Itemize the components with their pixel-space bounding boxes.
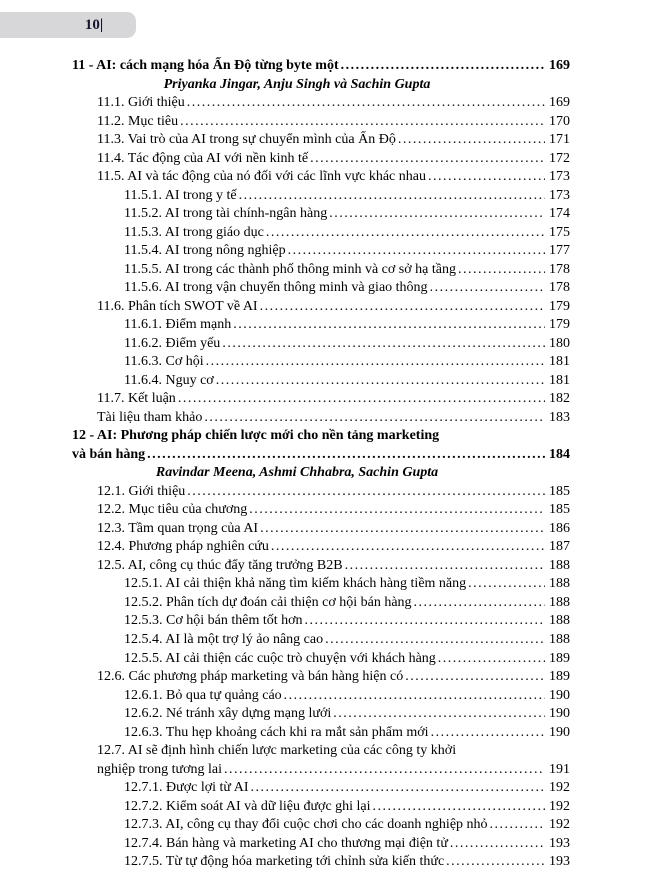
toc-entry-text: 12.5. AI, công cụ thúc đẩy tăng trưởng B2B <box>97 557 343 573</box>
toc-entry-page: 170 <box>549 113 570 129</box>
toc-entry <box>72 575 570 594</box>
dot-leader <box>405 668 545 687</box>
toc-entry-text: 12.7.4. Bán hàng và marketing AI cho thương mại điện tử <box>124 835 448 851</box>
toc-entry-text: 12.6.3. Thu hẹp khoảng cách khi ra mắt sản phẩm mới <box>124 724 429 740</box>
toc-entry <box>72 798 570 817</box>
toc-entry-text: 11 - AI: cách mạng hóa Ấn Độ từng byte một <box>72 58 339 73</box>
dot-leader <box>398 131 545 150</box>
toc-entry-page: 192 <box>549 798 570 814</box>
toc-entry <box>72 538 570 557</box>
dot-leader <box>431 724 545 743</box>
toc-entry-text: 11.5.4. AI trong nông nghiệp <box>124 243 286 259</box>
toc-entry-page: 190 <box>549 706 570 722</box>
toc-entry <box>72 390 570 409</box>
toc-entry-page: 193 <box>549 835 570 851</box>
toc-entry-text: 11.3. Vai trò của AI trong sự chuyển mình của Ấn Độ <box>97 132 396 148</box>
dot-leader <box>216 372 545 391</box>
toc-entry-text: và bán hàng <box>72 446 146 462</box>
toc-entry <box>72 113 570 132</box>
toc-entry-text: 12.6.1. Bỏ qua tự quảng cáo <box>124 687 282 703</box>
toc-entry <box>72 242 570 261</box>
toc-entry <box>72 687 570 706</box>
toc-entry-page: 192 <box>549 780 570 796</box>
toc-entry-text: 11.5.3. AI trong giáo dục <box>124 224 264 240</box>
toc-entry-page: 191 <box>549 761 570 777</box>
dot-leader <box>288 242 545 261</box>
dot-leader <box>341 57 545 76</box>
toc-entry-page: 173 <box>549 187 570 203</box>
dot-leader <box>239 187 545 206</box>
toc-entry-text: 11.6.1. Điểm mạnh <box>124 317 232 333</box>
toc-entry-text: 11.6.4. Nguy cơ <box>124 372 214 388</box>
page-header-bar <box>0 12 136 38</box>
dot-leader <box>310 150 545 169</box>
toc-entry <box>72 316 570 335</box>
dot-leader <box>187 483 545 502</box>
toc-entry <box>72 57 570 76</box>
toc-entry-page: 192 <box>549 817 570 833</box>
toc-entry-text: 11.5. AI và tác động của nó đối với các lĩnh vực khác nhau <box>97 169 426 185</box>
toc-entry-page: 171 <box>549 132 570 148</box>
dot-leader <box>147 446 545 465</box>
toc-entry <box>72 205 570 224</box>
toc-entry-text: 12.2. Mục tiêu của chương <box>97 502 248 518</box>
toc-entry <box>72 631 570 650</box>
toc-entry <box>72 705 570 724</box>
toc-entry <box>72 76 570 95</box>
toc-entry-text: 12.5.5. AI cải thiện các cuộc trò chuyện với khách hàng <box>124 650 436 666</box>
toc-entry-text: 12.1. Giới thiệu <box>97 483 186 499</box>
toc-entry <box>72 853 570 872</box>
toc-entry <box>72 761 570 780</box>
toc-entry <box>72 446 570 465</box>
toc-entry-text: 11.5.2. AI trong tài chính-ngân hàng <box>124 206 328 222</box>
dot-leader <box>204 409 545 428</box>
dot-leader <box>266 224 545 243</box>
dot-leader <box>333 705 545 724</box>
toc-entry-text: 12 - AI: Phương pháp chiến lược mới cho nền tảng marketing <box>72 428 440 444</box>
toc-entry-page: 183 <box>549 409 570 425</box>
toc-entry-page: 185 <box>549 502 570 518</box>
dot-leader <box>250 779 545 798</box>
toc-entry <box>72 816 570 835</box>
toc-entry-text: 12.7.1. Được lợi từ AI <box>124 780 249 796</box>
dot-leader <box>490 816 545 835</box>
dot-leader <box>329 205 545 224</box>
dot-leader <box>249 501 545 520</box>
toc-entry-text: 11.4. Tác động của AI với nền kinh tế <box>97 150 309 166</box>
toc-entry <box>72 594 570 613</box>
toc-entry-text: 12.5.1. AI cải thiện khả năng tìm kiếm khách hàng tiềm năng <box>124 576 467 592</box>
toc-entry-page: 182 <box>549 391 570 407</box>
toc-entry <box>72 150 570 169</box>
toc-entry-text: 12.7. AI sẽ định hình chiến lược marketing của các công ty khởi <box>97 743 457 759</box>
dot-leader <box>260 520 545 539</box>
toc-entry-text: nghiệp trong tương lai <box>97 761 223 777</box>
toc-entry-text: 12.3. Tầm quan trọng của AI <box>97 520 259 536</box>
dot-leader <box>345 557 545 576</box>
toc-entry-page: 180 <box>549 335 570 351</box>
toc-entry <box>72 724 570 743</box>
toc-entry <box>72 409 570 428</box>
dot-leader <box>180 113 545 132</box>
toc-entry <box>72 187 570 206</box>
toc-entry-page: 185 <box>549 483 570 499</box>
toc-entry-text: 11.5.1. AI trong y tế <box>124 187 237 203</box>
toc-entry <box>72 483 570 502</box>
toc-entry-page: 175 <box>549 224 570 240</box>
dot-leader <box>458 261 545 280</box>
dot-leader <box>178 390 545 409</box>
toc-entry-page: 181 <box>549 354 570 370</box>
toc-entry-text: 11.7. Kết luận <box>97 391 176 407</box>
toc-entry-text: 12.5.3. Cơ hội bán thêm tốt hơn <box>124 613 303 629</box>
toc-entry <box>72 298 570 317</box>
toc-entry <box>72 668 570 687</box>
toc-entry-page: 188 <box>549 576 570 592</box>
toc-entry <box>72 612 570 631</box>
dot-leader <box>233 316 545 335</box>
toc-entry-page: 174 <box>549 206 570 222</box>
dot-leader <box>260 298 545 317</box>
toc-entry-page: 189 <box>549 669 570 685</box>
toc-entry-text: 11.1. Giới thiệu <box>97 95 185 111</box>
table-of-contents <box>72 57 570 872</box>
dot-leader <box>271 538 545 557</box>
toc-entry-text: 12.4. Phương pháp nghiên cứu <box>97 539 269 555</box>
toc-entry-page: 188 <box>549 613 570 629</box>
toc-entry-text: 11.6.2. Điểm yếu <box>124 335 221 351</box>
toc-entry-page: 190 <box>549 724 570 740</box>
toc-entry-text: 11.6.3. Cơ hội <box>124 354 204 370</box>
dot-leader <box>414 594 545 613</box>
dot-leader <box>468 575 545 594</box>
toc-entry <box>72 261 570 280</box>
dot-leader <box>284 687 545 706</box>
dot-leader <box>428 168 545 187</box>
dot-leader <box>450 835 545 854</box>
toc-entry-text: 12.7.3. AI, công cụ thay đổi cuộc chơi cho các doanh nghiệp nhỏ <box>124 817 488 833</box>
toc-entry <box>72 427 570 446</box>
toc-entry-page: 186 <box>549 520 570 536</box>
toc-entry-page: 169 <box>549 58 570 73</box>
toc-entry-text: Ravindar Meena, Ashmi Chhabra, Sachin Gupta <box>155 465 439 481</box>
toc-entry-text: 11.5.6. AI trong vận chuyển thông minh và giao thông <box>124 280 428 296</box>
dot-leader <box>430 279 545 298</box>
toc-entry-page: 173 <box>549 169 570 185</box>
toc-entry-page: 181 <box>549 372 570 388</box>
toc-entry-page: 187 <box>549 539 570 555</box>
toc-entry-text: 12.5.4. AI là một trợ lý ảo nâng cao <box>124 631 324 647</box>
toc-entry-text: 12.7.5. Từ tự động hóa marketing tới chỉnh sửa kiến thức <box>124 854 445 870</box>
toc-entry <box>72 131 570 150</box>
toc-entry-page: 177 <box>549 243 570 259</box>
toc-entry <box>72 335 570 354</box>
toc-entry-text: 11.5.5. AI trong các thành phố thông minh và cơ sở hạ tầng <box>124 261 456 277</box>
toc-entry <box>72 94 570 113</box>
toc-entry <box>72 372 570 391</box>
toc-entry <box>72 464 570 483</box>
toc-entry <box>72 520 570 539</box>
toc-entry-page: 184 <box>549 446 570 462</box>
page-number-label: 10| <box>84 16 104 33</box>
toc-entry-page: 193 <box>549 854 570 870</box>
toc-entry-page: 172 <box>549 150 570 166</box>
dot-leader <box>373 798 545 817</box>
toc-entry-page: 190 <box>549 687 570 703</box>
dot-leader <box>224 761 545 780</box>
toc-entry-page: 179 <box>549 298 570 314</box>
dot-leader <box>222 335 545 354</box>
toc-entry-text: 11.2. Mục tiêu <box>97 113 179 129</box>
toc-entry-page: 179 <box>549 317 570 333</box>
toc-entry <box>72 835 570 854</box>
toc-entry-text: Tài liệu tham khảo <box>97 409 203 425</box>
toc-entry-text: 12.6.2. Né tránh xây dựng mạng lưới <box>124 706 332 722</box>
toc-entry-page: 169 <box>549 95 570 111</box>
toc-entry <box>72 168 570 187</box>
dot-leader <box>305 612 545 631</box>
toc-entry-text: 12.5.2. Phân tích dự đoán cải thiện cơ hội bán hàng <box>124 594 412 610</box>
toc-entry-page: 189 <box>549 650 570 666</box>
toc-entry-page: 178 <box>549 280 570 296</box>
toc-entry <box>72 650 570 669</box>
toc-entry <box>72 779 570 798</box>
dot-leader <box>187 94 545 113</box>
dot-leader <box>206 353 545 372</box>
dot-leader <box>446 853 545 872</box>
toc-entry <box>72 557 570 576</box>
toc-entry-text: 12.7.2. Kiểm soát AI và dữ liệu được ghi lại <box>124 798 371 814</box>
dot-leader <box>325 631 545 650</box>
toc-entry <box>72 742 570 761</box>
toc-entry-text: Priyanka Jingar, Anju Singh và Sachin Gupta <box>163 76 431 92</box>
toc-entry <box>72 224 570 243</box>
toc-entry-page: 188 <box>549 631 570 647</box>
toc-entry <box>72 353 570 372</box>
toc-entry-page: 178 <box>549 261 570 277</box>
toc-entry-text: 11.6. Phân tích SWOT về AI <box>97 298 258 314</box>
toc-entry <box>72 501 570 520</box>
toc-entry-text: 12.6. Các phương pháp marketing và bán hàng hiện có <box>97 669 404 685</box>
toc-entry-page: 188 <box>549 557 570 573</box>
toc-entry <box>72 279 570 298</box>
toc-entry-page: 188 <box>549 594 570 610</box>
dot-leader <box>438 650 545 669</box>
